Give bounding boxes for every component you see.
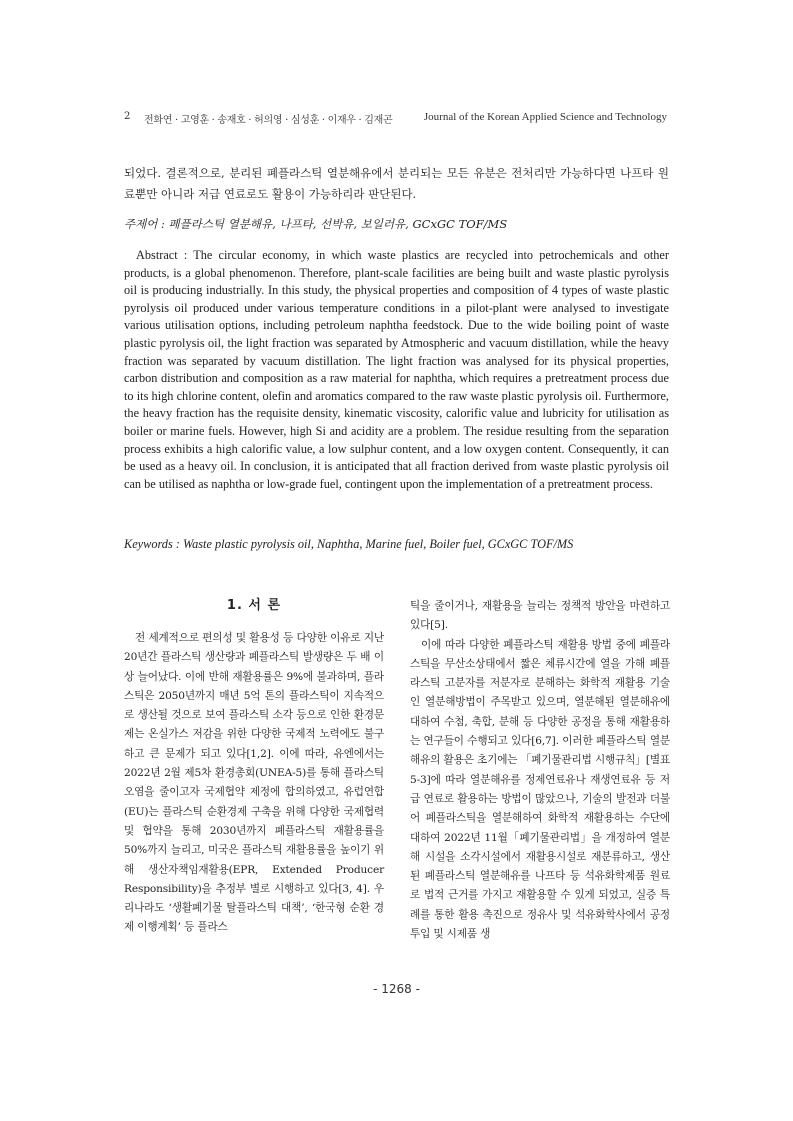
right-column bbox=[410, 597, 670, 944]
page-footer-number: - 1268 - bbox=[373, 982, 420, 996]
abstract-label: Abstract : bbox=[136, 248, 188, 262]
intro-paragraph-1: 전 세계적으로 편의성 및 활용성 등 다양한 이유로 지난 20년간 플라스틱 생산량과 폐플라스틱 발생량은 두 배 이상 늘어났다. 이에 반해 재활용률은 9%에 불과하며, 플라스틱은 2050년까지 매년 5억 톤의 플라스틱이 지속적으로 생산될 것으로 보여 플라스틱 소각 등으로 인한 환경문제는 온실가스 저감을 위한 다양한 국제적 노력에도 불구하고 큰 문제가 되고 있다[1,2]. 이에 따라, 유엔에서는 2022년 2월 제5차 환경총회(UNEA-5)를 통해 플라스틱 오염을 줄이고자 국제협약 제정에 합의하였고, 유럽연합(EU)는 플라스틱 순환경제 구축을 위해 다양한 국제협력 및 협약을 통해 2030년까지 폐플라스틱 재활용률을 50%까지 늘리고, 미국은 플라스틱 재활용률을 높이기 위해 생산자책임재활용(EPR, Extended Producer Responsibility)을 추정부 별로 시행하고 있다[3, 4]. 우리나라도 ‘생활폐기물 탈플라스틱 대책’, ‘한국형 순환 경제 이행계획’ 등 플라스 bbox=[124, 632, 384, 934]
page-number: 2 bbox=[124, 111, 131, 122]
running-header bbox=[124, 111, 667, 127]
intro-paragraph-1-continued: 틱을 줄이거나, 재활용을 늘리는 정책적 방안을 마련하고 있다[5]. bbox=[410, 600, 670, 632]
korean-abstract-tail: 되었다. 결론적으로, 분리된 폐플라스틱 열분해유에서 분리되는 모든 유분은 전처리만 가능하다면 나프타 원료뿐만 아니라 저급 연료로도 활용이 가능하리라 판단된다. bbox=[124, 166, 669, 201]
author-list: 전화연 · 고영훈 · 송재호 · 허의영 · 심성훈 · 이재우 · 김재곤 bbox=[144, 115, 393, 126]
english-keywords: Keywords : Waste plastic pyrolysis oil, Naphtha, Marine fuel, Boiler fuel, GCxGC TOF/MS bbox=[124, 537, 574, 551]
abstract-text: The circular economy, in which waste plastics are recycled into petrochemicals and other products, is a global phenomenon. Therefore, plant-scale facilities are being built and waste plastic pyrolysis oil is producing industrially. In this study, the physical properties and composition of 4 types of waste plastic pyrolysis oil produced under various temperature conditions in a pilot-plant were analysed to investigate various utilisation options, including petroleum naphtha feedstock. Due to the wide boiling point of waste plastic pyrolysis oil, the light fraction was separated by Atmospheric and vacuum distillation, while the heavy fraction was separated by vacuum distillation. The light fraction was analysed for its physical properties, carbon distribution and composition as a raw material for naphtha, which requires a pretreatment process due to its high chlorine content, olefin and aromatics compared to the raw waste plastic pyrolysis oil. Furthermore, the heavy fraction has the requisite density, kinematic viscosity, calorific value and lubricity for utilisation as boiler or marine fuels. However, high Si and acidity are a problem. The residue resulting from the separation process exhibits a high calorific value, a low sulphur content, and a low oxygen content. Consequently, it can be used as a heavy oil. In conclusion, it is anticipated that all fraction derived from waste plastic pyrolysis oil can be utilised as naphtha or low-grade fuel, contingent upon the implementation of a pretreatment process. bbox=[124, 248, 669, 491]
korean-keywords: 주제어 : 폐플라스틱 열분해유, 나프타, 선박유, 보일러유, GCxGC TOF/MS bbox=[124, 217, 508, 231]
english-abstract bbox=[124, 247, 669, 493]
section-title: 1. 서 론 bbox=[226, 598, 282, 613]
left-column bbox=[124, 596, 384, 938]
journal-name: Journal of the Korean Applied Science and Technology bbox=[423, 111, 667, 123]
intro-paragraph-2: 이에 따라 다양한 폐플라스틱 재활용 방법 중에 폐플라스틱을 무산소상태에서 짧은 체류시간에 열을 가해 폐플라스틱 고분자를 저분자로 분해하는 화학적 재활용 기술인 열분해방법이 주목받고 있으며, 열분해된 열분해유에 대하여 수첨, 축합, 분해 등 다양한 공정을 통해 재활용하는 연구들이 수행되고 있다[6,7]. 이러한 폐플라스틱 열분해유의 활용은 초기에는 「폐기물관리법 시행규칙」[별표5-3]에 따라 열분해유를 정제연료유나 재생연료유 등 저급 연료로 활용하는 방법이 많았으나, 기술의 발전과 더불어 폐플라스틱을 열분해하여 화학적 재활용하는 수단에 대하여 2022년 11월「폐기물관리법」을 개정하여 열분해 시설을 소각시설에서 재활용시설로 재분류하고, 생산된 폐플라스틱 열분해유를 나프타 등 석유화학제품 원료로 법적 근거를 가지고 재활용할 수 있게 되었고, 실증 특례를 통한 활용 촉진으로 정유사 및 석유화학사에서 공정투입 및 시제품 생 bbox=[410, 638, 670, 941]
